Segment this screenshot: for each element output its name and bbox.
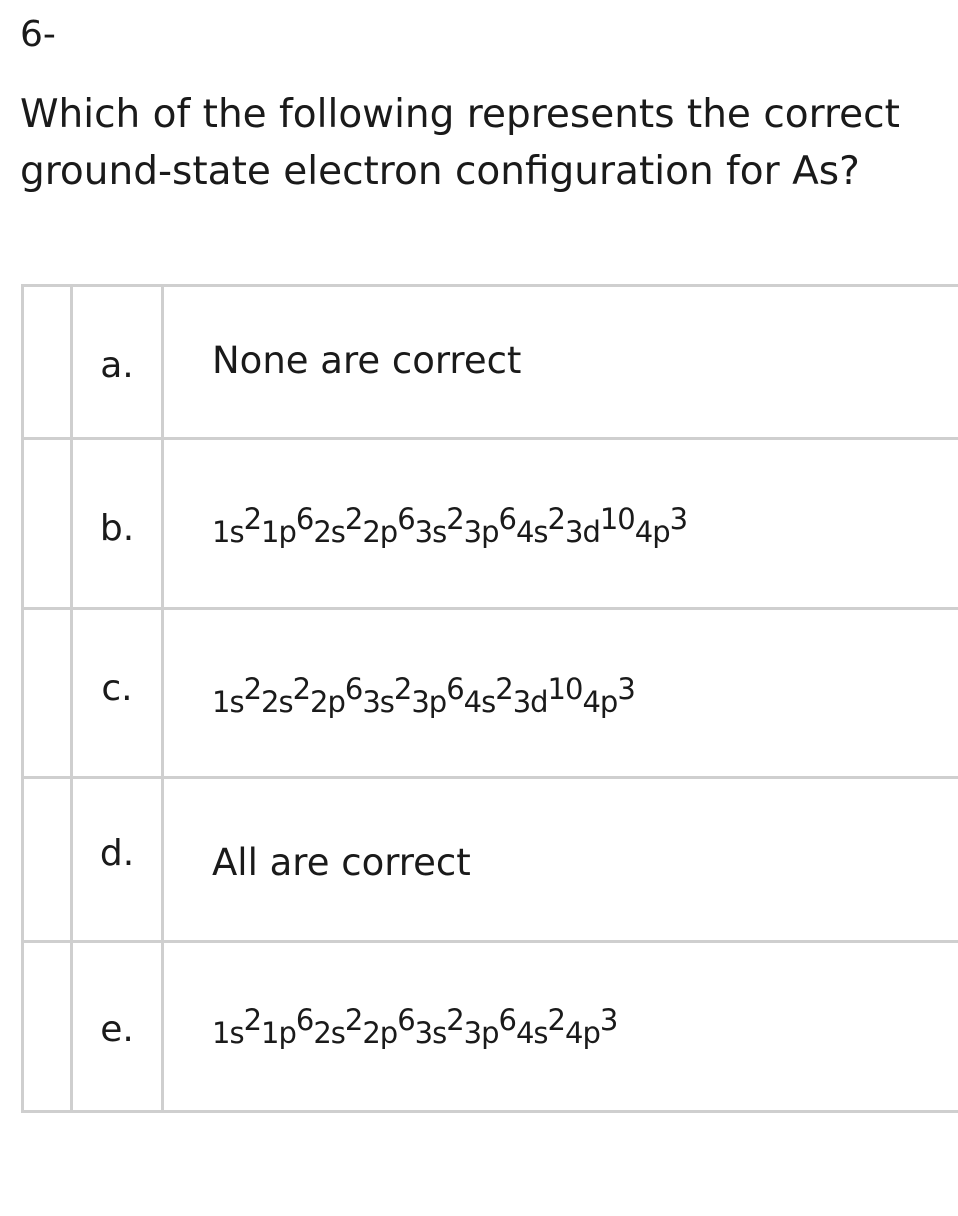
electron-count-superscript: 2 (243, 672, 262, 706)
option-row-e[interactable] (23, 942, 958, 1112)
electron-count-superscript: 6 (397, 502, 415, 536)
orbital-label: 4p (582, 685, 618, 719)
answer-options-table (21, 284, 958, 1113)
orbital-label: 3s (414, 515, 447, 549)
electron-count-superscript: 2 (446, 502, 464, 536)
option-row-b[interactable] (23, 439, 958, 609)
option-letter: b. (72, 439, 163, 609)
electron-count-superscript: 2 (243, 1003, 262, 1037)
orbital-label: 1s (212, 515, 244, 549)
orbital-label: 4s (515, 1016, 548, 1050)
option-select-cell[interactable] (23, 439, 72, 609)
electron-count-superscript: 6 (344, 672, 363, 706)
orbital-label: 4s (463, 685, 496, 719)
orbital-label: 2p (362, 1016, 398, 1050)
option-select-cell[interactable] (23, 286, 72, 439)
orbital-label: 2s (313, 1016, 345, 1050)
electron-count-superscript: 10 (599, 502, 635, 536)
electron-count-superscript: 2 (344, 1003, 363, 1037)
option-select-cell[interactable] (23, 942, 72, 1112)
option-electron-configuration (163, 439, 958, 609)
orbital-label: 4p (634, 515, 670, 549)
electron-count-superscript: 2 (495, 672, 513, 706)
option-text: None are correct (163, 286, 958, 439)
orbital-label: 3d (565, 515, 600, 549)
electron-count-superscript: 3 (599, 1003, 618, 1037)
option-letter: e. (72, 942, 163, 1112)
option-letter: a. (72, 286, 163, 439)
electron-count-superscript: 6 (498, 502, 516, 536)
option-electron-configuration (163, 942, 958, 1112)
electron-count-superscript: 2 (446, 1003, 464, 1037)
electron-count-superscript: 2 (393, 672, 412, 706)
electron-count-superscript: 10 (547, 672, 583, 706)
option-electron-configuration (163, 609, 958, 778)
orbital-label: 4p (565, 1016, 600, 1050)
electron-count-superscript: 2 (344, 502, 363, 536)
option-text: All are correct (163, 778, 958, 942)
electron-count-superscript: 3 (669, 502, 688, 536)
electron-count-superscript: 6 (498, 1003, 516, 1037)
orbital-label: 4s (515, 515, 548, 549)
orbital-label: 3d (512, 685, 548, 719)
question-text: Which of the following represents the correct ground-state electron configuration for As? (20, 92, 900, 194)
orbital-label: 2p (362, 515, 398, 549)
option-letter: d. (72, 778, 163, 942)
orbital-label: 2s (313, 515, 345, 549)
option-select-cell[interactable] (23, 609, 72, 778)
orbital-label: 1p (261, 1016, 296, 1050)
electron-count-superscript: 6 (295, 1003, 314, 1037)
electron-count-superscript: 3 (617, 672, 635, 706)
option-letter: c. (72, 609, 163, 778)
orbital-label: 3p (411, 685, 447, 719)
option-row-a[interactable] (23, 286, 958, 439)
electron-count-superscript: 6 (446, 672, 464, 706)
electron-count-superscript: 6 (295, 502, 314, 536)
orbital-label: 3s (414, 1016, 447, 1050)
option-select-cell[interactable] (23, 778, 72, 942)
orbital-label: 3p (463, 515, 499, 549)
orbital-label: 2p (310, 685, 345, 719)
option-row-d[interactable] (23, 778, 958, 942)
electron-count-superscript: 2 (243, 502, 262, 536)
orbital-label: 1s (212, 1016, 244, 1050)
electron-count-superscript: 2 (547, 1003, 565, 1037)
electron-count-superscript: 2 (292, 672, 311, 706)
option-row-c[interactable] (23, 609, 958, 778)
orbital-label: 2s (261, 685, 293, 719)
orbital-label: 3p (463, 1016, 499, 1050)
electron-count-superscript: 2 (547, 502, 565, 536)
orbital-label: 3s (362, 685, 394, 719)
orbital-label: 1s (212, 685, 244, 719)
orbital-label: 1p (261, 515, 296, 549)
electron-count-superscript: 6 (397, 1003, 415, 1037)
question-number: 6- (20, 14, 56, 55)
